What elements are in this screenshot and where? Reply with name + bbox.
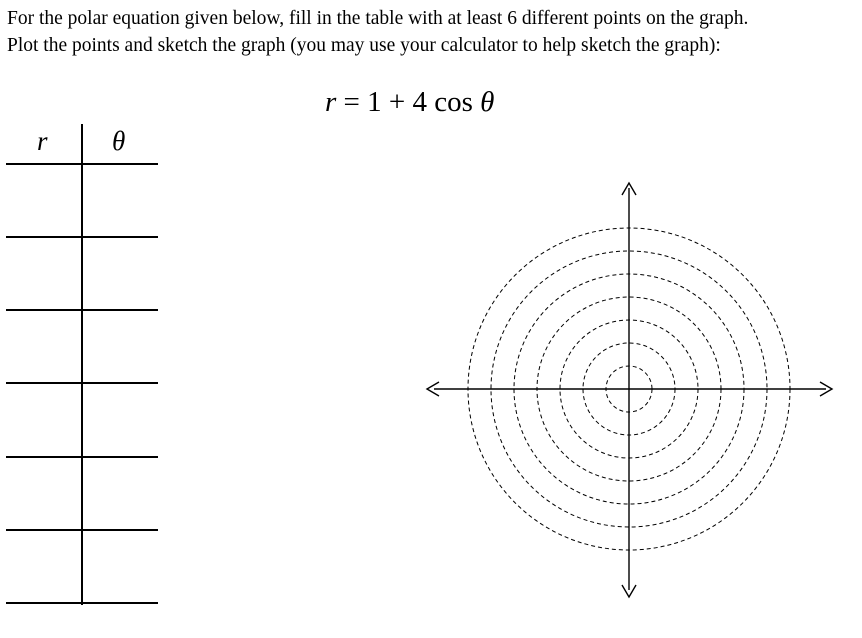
equation-theta: θ — [480, 86, 495, 118]
table-header-r: r — [37, 126, 48, 156]
equation-body: = 1 + 4 cos — [336, 86, 481, 118]
equation-r: r — [325, 86, 337, 118]
instructions-line-2: Plot the points and sketch the graph (you may use your calculator to help sketch the graph): — [7, 35, 721, 56]
instructions-line-1: For the polar equation given below, fill in the table with at least 6 different points on the graph. — [7, 8, 749, 29]
table-header-theta: θ — [112, 126, 126, 156]
